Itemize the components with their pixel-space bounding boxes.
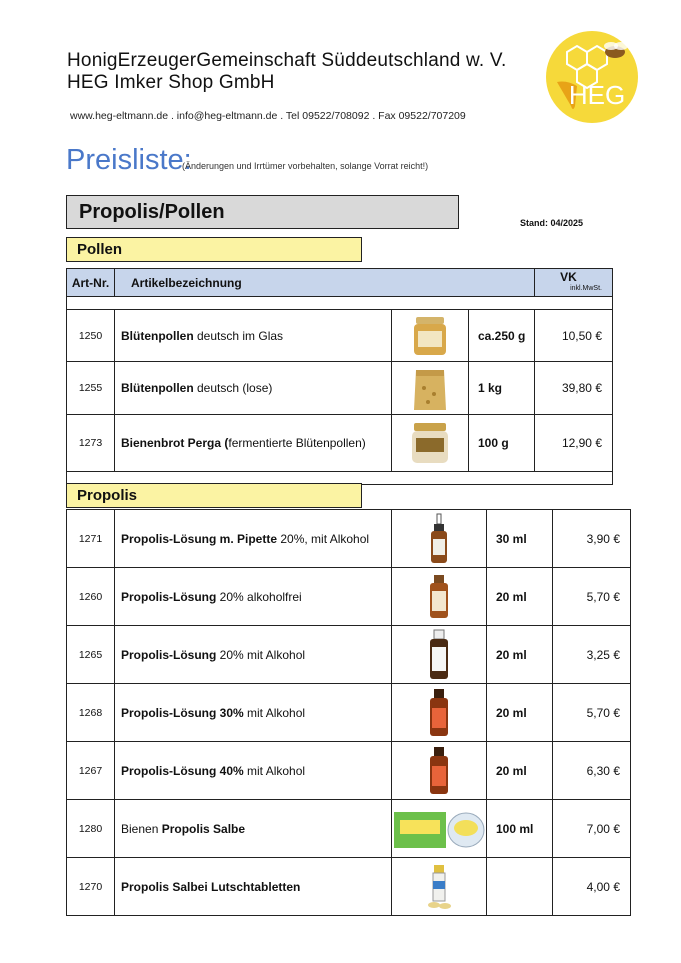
table-row	[67, 684, 631, 742]
item-name: Bienen Propolis Salbe	[115, 800, 392, 858]
section-title-box	[66, 195, 459, 229]
quantity: 20 ml	[487, 742, 553, 800]
quantity: 20 ml	[487, 684, 553, 742]
quantity: 1 kg	[469, 362, 535, 415]
art-nr: 1250	[67, 310, 115, 362]
price: 5,70 €	[553, 684, 631, 742]
table-header-row	[67, 269, 613, 297]
price: 3,25 €	[553, 626, 631, 684]
quantity: 20 ml	[487, 568, 553, 626]
quantity: 100 g	[469, 415, 535, 472]
item-name: Propolis-Lösung 40% mit Alkohol	[115, 742, 392, 800]
salve-tin-icon	[392, 800, 487, 858]
table-row	[67, 415, 613, 472]
item-name: Propolis-Lösung 20% alkoholfrei	[115, 568, 392, 626]
quantity: 20 ml	[487, 626, 553, 684]
art-nr: 1271	[67, 510, 115, 568]
pipette-bottle-icon	[392, 510, 487, 568]
quantity	[487, 858, 553, 916]
table-row	[67, 310, 613, 362]
item-name: Bienenbrot Perga (fermentierte Blütenpollen)	[115, 415, 392, 472]
title-note: (Änderungen und Irrtümer vorbehalten, solange Vorrat reicht!)	[182, 161, 429, 171]
table-row	[67, 800, 631, 858]
price: 4,00 €	[553, 858, 631, 916]
art-nr: 1273	[67, 415, 115, 472]
bag-icon	[392, 362, 469, 415]
table-row	[67, 742, 631, 800]
organization-name: HonigErzeugerGemeinschaft Süddeutschland w. V.	[67, 50, 507, 71]
shop-name: HEG Imker Shop GmbH	[67, 72, 275, 93]
quantity: 30 ml	[487, 510, 553, 568]
section-title: Propolis/Pollen	[79, 201, 225, 223]
bottle-icon	[392, 742, 487, 800]
price: 39,80 €	[535, 362, 613, 415]
category-label: Pollen	[77, 241, 123, 258]
lozenge-tube-icon	[392, 858, 487, 916]
item-name: Propolis-Lösung 20% mit Alkohol	[115, 626, 392, 684]
art-nr: 1280	[67, 800, 115, 858]
spacer-row	[67, 297, 613, 310]
quantity: 100 ml	[487, 800, 553, 858]
table-row	[67, 510, 631, 568]
header-description: Artikelbezeichnung	[115, 269, 535, 297]
jar-icon	[392, 310, 469, 362]
table-row	[67, 568, 631, 626]
category-propolis	[66, 483, 362, 508]
table-row	[67, 362, 613, 415]
art-nr: 1267	[67, 742, 115, 800]
contact-line: www.heg-eltmann.de . info@heg-eltmann.de . Tel 09522/708092 . Fax 09522/707209	[70, 110, 466, 122]
logo-text: HEG	[568, 80, 626, 110]
price: 5,70 €	[553, 568, 631, 626]
page-title: Preisliste:	[66, 144, 192, 176]
category-pollen	[66, 237, 362, 262]
art-nr: 1270	[67, 858, 115, 916]
art-nr: 1255	[67, 362, 115, 415]
item-name: Blütenpollen deutsch im Glas	[115, 310, 392, 362]
art-nr: 1265	[67, 626, 115, 684]
item-name: Blütenpollen deutsch (lose)	[115, 362, 392, 415]
price: 12,90 €	[535, 415, 613, 472]
header-vk-note: inkl.MwSt.	[570, 284, 602, 292]
art-nr: 1268	[67, 684, 115, 742]
quantity: ca.250 g	[469, 310, 535, 362]
heg-logo	[537, 22, 647, 132]
bottle-icon	[392, 684, 487, 742]
jar-icon	[392, 415, 469, 472]
category-label: Propolis	[77, 487, 138, 504]
header-vk-label: VK	[560, 269, 577, 284]
art-nr: 1260	[67, 568, 115, 626]
price: 10,50 €	[535, 310, 613, 362]
table-row	[67, 626, 631, 684]
item-name: Propolis-Lösung m. Pipette 20%, mit Alkohol	[115, 510, 392, 568]
propolis-table	[66, 509, 631, 916]
price: 6,30 €	[553, 742, 631, 800]
item-name: Propolis-Lösung 30% mit Alkohol	[115, 684, 392, 742]
header-vk	[535, 269, 613, 297]
header-art-nr: Art-Nr.	[67, 269, 115, 297]
table-row	[67, 858, 631, 916]
price: 7,00 €	[553, 800, 631, 858]
bottle-icon	[392, 568, 487, 626]
stand-date: Stand: 04/2025	[520, 218, 584, 228]
price: 3,90 €	[553, 510, 631, 568]
item-name: Propolis Salbei Lutschtabletten	[115, 858, 392, 916]
pollen-table	[66, 268, 613, 485]
bottle-icon	[392, 626, 487, 684]
